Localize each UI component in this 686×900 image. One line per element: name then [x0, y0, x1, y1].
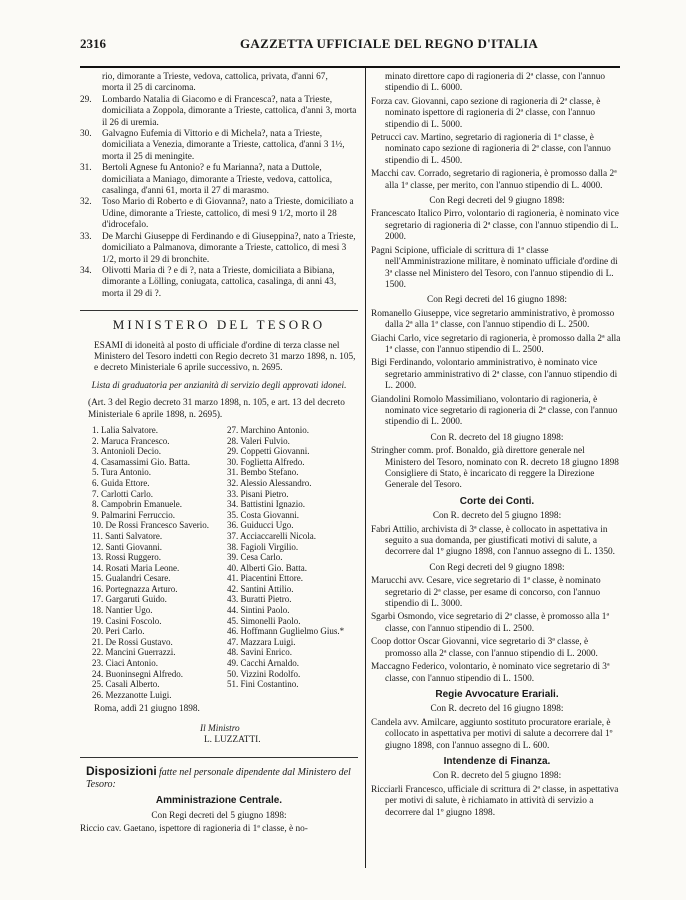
approved-name: 38. Fagioli Virgilio. [227, 541, 299, 552]
right-column [371, 72, 623, 821]
corte-heading: Corte dei Conti. [459, 495, 535, 507]
approved-name: 13. Rossi Ruggero. [92, 552, 162, 563]
approved-name: 6. Guida Ettore. [92, 477, 150, 488]
decree-line: Con Regi decreti del 5 giugno 1898: [151, 810, 287, 821]
appointment-text: Fabri Attilio, archivista di 3ª classe, è collocato in aspettativa in seguito a sua domanda, per giustificati motivi di salute, a decorrere dal 1º giugno 1898, con l'annuo assegno di L. 1350. [371, 524, 615, 558]
entry-text: De Marchi Giuseppe di Ferdinando e di Giuseppina?, nato a Trieste, domiciliato a Palmanova, dimorante a Trieste, cattolico, di mesi 3 1/2, morto il 29 di bronchite. [102, 231, 356, 265]
appointment-text: Riccio cav. Gaetano, ispettore di ragioneria di 1ª classe, è no- [80, 824, 308, 835]
appointment-text: Petrucci cav. Martino, segretario di ragioneria di 1ª classe, è nominato capo sezione di ragioneria di 2ª classe, con l'annuo stipendio di L. 4500. [371, 133, 611, 166]
approved-name: 4. Casamassimi Gio. Batta. [92, 456, 190, 467]
page-header [80, 34, 620, 54]
entry-number: 30. [80, 129, 92, 140]
disposizioni-subtitle: fatte nel personale dipendente dal Ministero del Tesoro: [86, 766, 351, 791]
approved-name: 44. Sintini Paolo. [227, 605, 290, 616]
entry-text: Bertoli Agnese fu Antonio? e fu Marianna?, nata a Duttole, domiciliata a Maniago, dimorante a Trieste, vedova, cattolica, casalinga, d'anni 61, morta il 27 di marasmo. [102, 163, 333, 197]
approved-name: 14. Rosati Maria Leone. [92, 562, 180, 573]
approved-name: 24. Buoninsegni Alfredo. [92, 668, 183, 679]
approved-name: 37. Acciaccarelli Nicola. [227, 530, 316, 541]
entry-number: 34. [80, 265, 92, 276]
decree-line: Con Regi decreti del 9 giugno 1898: [429, 196, 565, 207]
approved-name: 23. Ciaci Antonio. [92, 658, 158, 669]
intendenze-heading: Intendenze di Finanza. [443, 755, 551, 767]
approved-name: 21. De Rossi Gustavo. [92, 636, 173, 647]
appointment-text: Pagni Scipione, ufficiale di scrittura di 1ª classe nell'Amministrazione militare, è nominato ufficiale d'ordine di 3ª classe nel Ministero del Tesoro, con l'annuo stipendio di L. 1500. [371, 245, 618, 290]
decree-line: Con R. decreto del 5 giugno 1898: [432, 771, 562, 782]
gazette-title: GAZZETTA UFFICIALE DEL REGNO D'ITALIA [240, 36, 539, 51]
approved-name: 3. Antonioli Decio. [92, 446, 161, 457]
approved-name: 29. Coppetti Giovanni. [227, 446, 310, 457]
approved-name: 33. Pisani Pietro. [227, 488, 289, 499]
section-divider [80, 757, 358, 758]
list-title: Lista di graduatoria per anzianità di servizio degli approvati idonei. [91, 380, 347, 391]
approved-name: 35. Costa Giovanni. [227, 509, 299, 520]
appointment-text: Coop dottor Oscar Giovanni, vice segretario di 3ª classe, è promosso alla 2ª classe, con l'annuo stipendio di L. 2000. [371, 637, 598, 659]
appointment-text: Romanello Giuseppe, vice segretario amministrativo, è promosso dalla 2ª alla 1ª classe, con l'annuo stipendio di L. 2500. [371, 308, 615, 331]
avvocature-heading: Regie Avvocature Erariali. [435, 688, 559, 700]
decree-line: Con Regi decreti del 9 giugno 1898: [429, 562, 565, 573]
amministrazione-heading: Amministrazione Centrale. [155, 795, 283, 807]
approved-name: 27. Marchino Antonio. [227, 424, 309, 435]
approved-name: 10. De Rossi Francesco Saverio. [92, 520, 209, 531]
decree-line: Con R. decreto del 16 giugno 1898: [430, 704, 564, 715]
page-number: 2316 [80, 36, 106, 51]
death-entry [80, 197, 358, 231]
header-rule [80, 66, 620, 68]
approved-name: 42. Santini Attilio. [227, 583, 294, 594]
approved-name: 46. Hoffmann Guglielmo Gius.* [227, 626, 345, 637]
appointment-text: Maccagno Federico, volontario, è nominato vice segretario di 3ª classe, con l'annuo stipendio di L. 1500. [371, 662, 610, 684]
disposizioni-heading [80, 763, 358, 792]
minister-name: L. LUZZATTI. [204, 735, 261, 746]
death-entry [80, 95, 358, 129]
ministry-title: MINISTERO DEL TESORO [112, 317, 326, 333]
approved-name: 45. Simonelli Paolo. [227, 615, 301, 626]
column-divider [365, 68, 366, 868]
approved-name: 26. Mezzanotte Luigi. [92, 689, 172, 700]
entry-number: 33. [80, 231, 92, 242]
approved-names-list [80, 425, 358, 700]
death-entry [80, 129, 358, 163]
approved-name: 48. Savini Enrico. [227, 647, 292, 658]
entry-text: Lombardo Natalia di Giacomo e di Francesca?, nata a Trieste, domiciliata a Zoppola, dimorante a Trieste, cattolica, d'anni 3, morta il 26 di uremia. [102, 94, 357, 128]
approved-name: 7. Carlotti Carlo. [92, 488, 153, 499]
entry-number: 29. [80, 94, 92, 105]
death-entry [80, 163, 358, 197]
approved-name: 36. Guiducci Ugo. [227, 520, 294, 531]
approved-name: 17. Gargaruti Guido. [92, 594, 167, 605]
death-entry [80, 266, 358, 300]
appointment-text: Forza cav. Giovanni, capo sezione di ragioneria di 2ª classe, è nominato ispettore di ragioneria di 2ª classe, con l'annuo stipendio di L. 5000. [371, 96, 601, 130]
approved-name: 40. Alberti Gio. Batta. [227, 562, 307, 573]
section-divider [80, 310, 358, 311]
approved-name: 2. Maruca Francesco. [92, 435, 170, 446]
continuation-line: rio, dimorante a Trieste, vedova, cattolica, privata, d'anni 67, [102, 72, 328, 82]
appointment-text: minato direttore capo di ragioneria di 2ª classe, con l'annuo stipendio di L. 6000. [385, 72, 606, 94]
appointment-text: Francescato Italico Pirro, volontario di ragioneria, è nominato vice segretario di ragioneria di 2ª classe, con l'annuo stipendio di L. 2000. [371, 209, 619, 243]
approved-name: 15. Gualandri Cesare. [92, 573, 171, 584]
approved-name: 8. Campobrin Emanuele. [92, 499, 182, 510]
entry-number: 32. [80, 197, 92, 208]
approved-name: 16. Portegnazza Arturo. [92, 583, 178, 594]
approved-name: 31. Bembo Stefano. [227, 467, 299, 478]
left-column [80, 72, 358, 836]
minister-label: Il Ministro [200, 723, 240, 734]
decree-line: Con R. decreto del 5 giugno 1898: [432, 511, 562, 522]
approved-name: 47. Mazzara Luigi. [227, 636, 296, 647]
approved-name: 20. Peri Carlo. [92, 626, 145, 637]
appointment-text: Sgarbi Osmondo, vice segretario di 2ª classe, è promosso alla 1ª classe, con l'annuo stipendio di L. 2500. [371, 612, 610, 634]
approved-name: 12. Santi Giovanni. [92, 541, 162, 552]
death-entry [80, 232, 358, 266]
dateline: Roma, addì 21 giugno 1898. [94, 704, 200, 715]
approved-name: 49. Cacchi Arnaldo. [227, 658, 299, 669]
entry-continuation [80, 72, 358, 95]
approved-name: 22. Mancini Guerrazzi. [92, 647, 176, 658]
appointment-text: Stringher comm. prof. Bonaldo, già direttore generale nel Ministero del Tesoro, nominato con R. decreto 18 giugno 1898 Consigliere di Stato, è incaricato di reggere la Direzione Generale del Tesoro. [371, 446, 619, 491]
approved-name: 34. Battistini Ignazio. [227, 499, 305, 510]
entry-number: 31. [80, 163, 92, 174]
approved-name: 32. Alessio Alessandro. [227, 477, 312, 488]
approved-name: 9. Palmarini Ferruccio. [92, 509, 175, 520]
decree-line: Con R. decreto del 18 giugno 1898: [430, 432, 564, 443]
appointment-text: Bigi Ferdinando, volontario amministrativo, è nominato vice segretario amministrativo di 2ª classe, con l'annuo stipendio di L. 2000. [371, 358, 618, 392]
approved-name: 5. Tura Antonio. [92, 467, 152, 478]
approved-name: 39. Cesa Carlo. [227, 552, 283, 563]
approved-name: 28. Valeri Fulvio. [227, 435, 290, 446]
exam-paragraph: ESAMI di idoneità al posto di ufficiale d'ordine di terza classe nel Ministero del Tesoro indetti con Regio decreto 31 marzo 1898, n. 105, e decreto Ministeriale 6 aprile successivo, n. 2695. [94, 340, 356, 374]
approved-name: 19. Casini Foscolo. [92, 615, 162, 626]
appointment-text: Candela avv. Amilcare, aggiunto sostituto procuratore erariale, è collocato in aspettativa per motivi di salute a decorrere dal 1º giugno 1898, con l'annuo assegno di L. 600. [371, 717, 613, 751]
appointment-text: Ricciarli Francesco, ufficiale di scrittura di 2ª classe, in aspettativa per motivi di salute, è richiamato in attività di servizio a decorrere dal 1º giugno 1898. [371, 784, 619, 818]
approved-name: 50. Vizzini Rodolfo. [227, 668, 301, 679]
article-reference: (Art. 3 del Regio decreto 31 marzo 1898, n. 105, e art. 13 del decreto Ministeriale 6 aprile 1898, n. 2695). [88, 398, 345, 420]
decree-line: Con Regi decreti del 16 giugno 1898: [427, 295, 567, 306]
approved-name: 43. Buratti Pietro. [227, 594, 292, 605]
appointment-text: Marucchi avv. Cesare, vice segretario di 1ª classe, è nominato segretario di 2ª classe, per esame di concorso, con l'annuo stipendio di L. 3000. [371, 576, 601, 610]
approved-name: 51. Fini Costantino. [227, 679, 299, 690]
entry-text: Galvagno Eufemia di Vittorio e di Michela?, nata a Trieste, domiciliata a Venezia, dimorante a Trieste, cattolica, d'anni 3 1½, morta il 25 di meningite. [102, 129, 345, 162]
disposizioni-word: Disposizioni [86, 763, 157, 778]
approved-name: 25. Casali Alberto. [92, 679, 160, 690]
approved-name: 18. Nantier Ugo. [92, 605, 153, 616]
continuation-line: morta il 25 di carcinoma. [102, 83, 196, 94]
approved-name: 41. Piacentini Ettore. [227, 573, 303, 584]
approved-name: 11. Santi Salvatore. [92, 530, 163, 541]
names-column-left [92, 425, 223, 700]
appointment-text: Giandolini Romolo Massimiliano, volontario di ragioneria, è nominato vice segretario di ragioneria di 2ª classe, con l'annuo stipendio di L. 2000. [371, 394, 618, 428]
approved-name: 1. Lalia Salvatore. [92, 424, 158, 435]
entry-text: Olivotti Maria di ? e di ?, nata a Trieste, domiciliata a Bibiana, dimorante a Lölling, coniugata, cattolica, casalinga, di anni 43, morta il 29 di ?. [102, 265, 337, 299]
names-column-right [227, 425, 358, 700]
appointment-text: Macchi cav. Corrado, segretario di ragioneria, è promosso dalla 2ª alla 1ª classe, per merito, con l'annuo stipendio di L. 4000. [371, 169, 617, 191]
entry-text: Toso Mario di Roberto e di Giovanna?, nato a Trieste, domiciliato a Udine, dimorante a Trieste, cattolico, di mesi 9 1/2, morto il 28 d'idrocefalo. [102, 197, 354, 231]
approved-name: 30. Foglietta Alfredo. [227, 456, 305, 467]
appointment-text: Giachi Carlo, vice segretario di ragioneria, è promosso dalla 2ª alla 1ª classe, con l'annuo stipendio di L. 2500. [371, 333, 621, 355]
